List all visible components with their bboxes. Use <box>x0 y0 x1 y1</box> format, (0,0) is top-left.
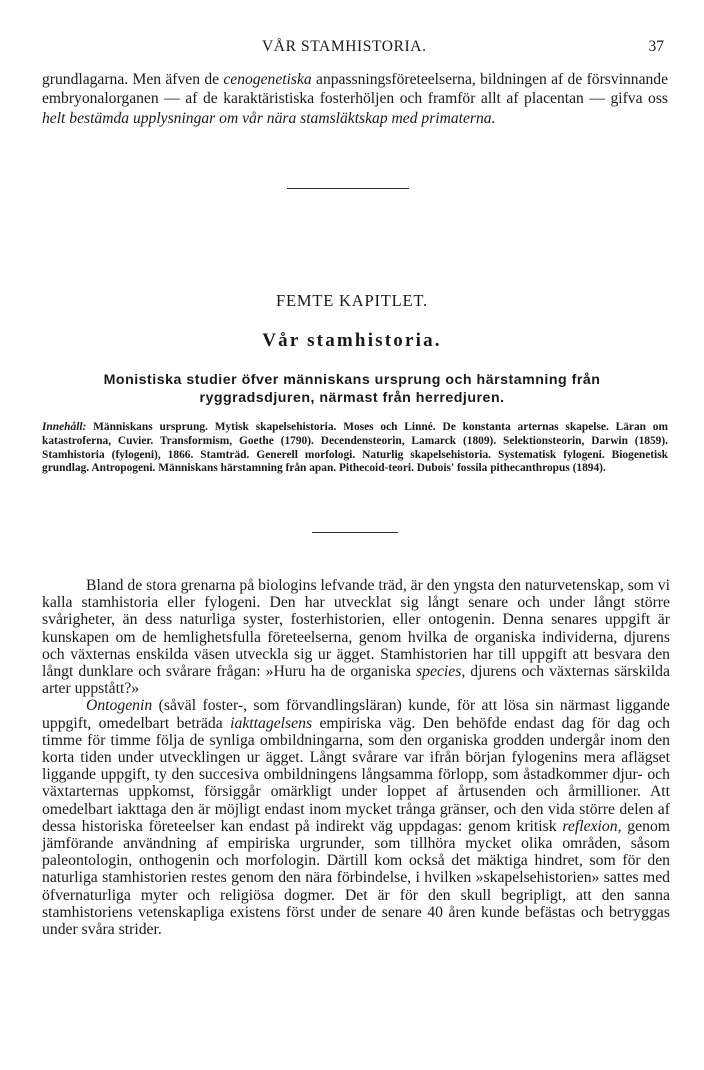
section-divider <box>287 188 409 189</box>
contents-divider <box>312 532 398 533</box>
page-number: 37 <box>648 38 664 55</box>
running-head: VÅR STAMHISTORIA. <box>262 38 427 55</box>
contents-label: Innehåll: <box>42 421 87 433</box>
intro-italic-2: helt bestämda upplysningar om vår nära stamsläktskap med primaterna. <box>42 109 496 127</box>
p2-italic-reflexion: reflexion, <box>562 817 622 835</box>
intro-paragraph <box>42 70 668 128</box>
p2-text-b: empiriska väg. Den behöfde endast dag för dag och timme för timme följa de synliga ombildningarna, som den organiska grodden undergår inom den korta tiden under utvecklingen ur ägget. Långt svårare var ifrån början fylogenins mera aflägset liggande uppgift, ty den succesiva ombildningens långsamma förlopp, som åstadkommer djur- och växtarternas uppkomst, försiggår omärkligt under loppet af årtusenden och årmillioner. Att omedelbart iakttaga den är möjligt endast inom mycket trånga gränser, och den vida större delen af dessa historiska företeelser kan endast på indirekt väg uppdagas: genom kritisk <box>42 714 670 835</box>
p2-text-c: genom jämförande användning af empiriska urgrunder, som tillhöra mycket olika områden, såsom paleontologin, onthogenin och morfologin. Därtill kom också det mäktiga hindret, som för den naturliga stamhistorien restes genom den nära förbindelse, i hvilken »skapelsehistorien» sattes med öfvernaturliga myter och religiösa dogmer. Det är för den skull begripligt, att den sanna stamhistoriens vetenskapliga existens först under de senare 40 åren kunde befästas och betryggas under svåra strider. <box>42 817 670 939</box>
body-paragraph-1 <box>42 577 670 697</box>
p2-italic-iakttagelsens: iakttagelsens <box>230 714 313 732</box>
p1-text-a: Bland de stora grenarna på biologins lefvande träd, är den yngsta den naturvetenskap, som vi kalla stamhistoria eller fylogeni. Den har utvecklat sig långt senare och under långt större svårigheter, än dess naturliga syster, fosterhistorien, eller ontogenin. Denna senares uppgift är kunskapen om de hemlighetsfulla företeelserna, genom hvilka de organiska individerna, djurens och växternas enskilda väsen utveckla sig ur ägget. Stamhistorien har till uppgift att besvara den långt dunklare och svårare frågan: »Huru ha de organiska <box>42 577 670 681</box>
p1-text-b: djurens och växternas särskilda arter uppstått?» <box>42 663 670 698</box>
chapter-title: Vår stamhistoria. <box>262 330 442 351</box>
chapter-subtitle: Monistiska studier öfver människans ursprung och härstamning från ryggradsdjuren, närmast från herredjuren. <box>103 372 601 406</box>
contents-text: Människans ursprung. Mytisk skapelsehistoria. Moses och Linné. De konstanta arternas skapelse. Läran om katastroferna, Cuvier. Transformism, Goethe (1790). Decendensteorin, Lamarck (1809). Selektionsteorin, Darwin (1859). Stamhistoria (fylogeni), 1866. Stamträd. Generell morfologi. Naturlig skapelsehistoria. Systematisk fylogeni. Biogenetisk grundlag. Antropogeni. Människans härstamning från apan. Pithecoid-teori. Dubois' fossila pithecanthropus (1894). <box>42 421 668 475</box>
intro-text-1: grundlagarna. Men äfven de <box>42 71 224 88</box>
p2-text-a: (såväl foster-, som förvandlingsläran) kunde, för att lösa sin närmast liggande uppgift, omedelbart beträda <box>42 697 670 732</box>
body-paragraph-2 <box>42 697 670 938</box>
intro-text-2: anpassningsföreteelserna, bildningen af de försvinnande embryonalorganen — af de karaktäristiska fosterhöljen och framför allt af placentan — gifva oss <box>42 71 669 108</box>
intro-italic-1: cenogenetiska <box>223 71 312 88</box>
chapter-contents <box>42 421 668 476</box>
p2-italic-ontogenin: Ontogenin <box>86 697 153 715</box>
body-text <box>42 577 670 938</box>
p1-italic-species: species, <box>416 663 466 681</box>
chapter-number: FEMTE KAPITLET. <box>276 291 428 310</box>
